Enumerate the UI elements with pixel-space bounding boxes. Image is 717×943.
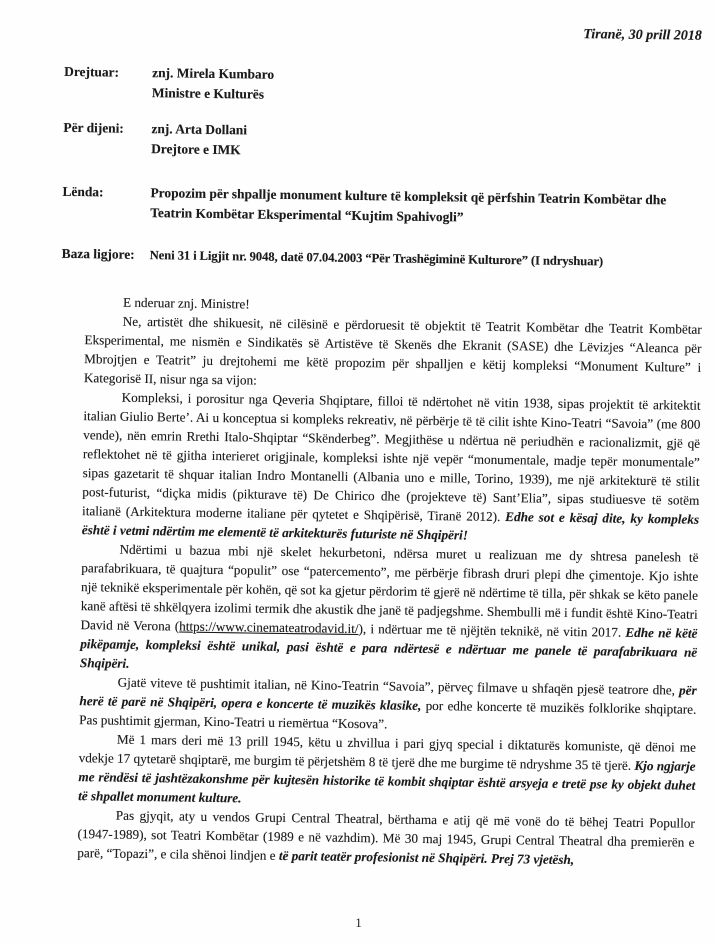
subject-text: Propozim për shpallje monument kulture të kompleksit që përfshin Teatrin Kombëtar dhe Teatrin Kombëtar Eksperimental “Kujtim Spahivogli” (150, 185, 667, 225)
body-text: por edhe koncerte të muzikës folklorike shqiptare. Pas pushtimit gjerman, Kino-Teatri u riemërtua “Kosova”. (79, 697, 697, 732)
emphasis-text: Kjo ngjarje me rëndësi të jashtëzakonshme për kujtesën historike të kombit shqiptar është arsyeja e tretë pse ky objekt duhet të shpallet monument kulture. (78, 757, 696, 806)
external-link[interactable]: https://www.cinemateatrodavid.it/ (179, 618, 359, 637)
recipient-name: znj. Mirela Kumbaro (152, 65, 275, 82)
paragraph (82, 387, 701, 548)
field-value (152, 63, 706, 111)
recipient-title: Ministre e Kulturës (151, 85, 265, 102)
paragraph (84, 311, 702, 396)
paragraphs-container (77, 311, 702, 871)
letter-body (77, 292, 702, 871)
emphasis-text: Edhe në këtë pikëpamje, kompleksi është unikal, pasi është e para ndërtesë e ndërtuar me panele të parafabrikuara në Shqipëri. (79, 624, 698, 671)
emphasis-text: të parit teatër profesionist në Shqipëri. Prej 73 vjetësh, (278, 847, 575, 868)
field-label-drejtuar: Drejtuar: (64, 63, 120, 80)
emphasis-text: Edhe sot e kësaj dite, ky kompleks është i vetmi ndërtim me elementë të arkitekturës futuriste në Shqipëri! (81, 509, 700, 543)
subject-row (62, 182, 703, 231)
body-text: Kompleksi, i porositur nga Qeveria Shqiptare, filloi të ndërtohet në vitin 1938, sipas projektit të arkitektit italian Giulio Berte’. Ai u konceptua si kompleks rekreativ, në përbërje të të cilit ishte Kino-Teatri “Savoia” (me 800 vende), nën emrin Rrethi Italo-Shqiptar “Skënderbeg”. Megjithëse u ndërtua në periudhën e racionalizmit, gjë që reflektohet në të gjitha interieret origjinale, kompleksi ishte një vepër “monumentale, madje tepër monumentale” sipas gazetarit të shquar italian Indro Montanelli (Albania uno e mille, Torino, 1939), me një arkitekturë të stilit post-futurist, “diçka midis (pikturave të) De Chirico dhe (projekteve të) Sant’Elia”, sipas studiuesve të sotëm italianë (Arkitektura moderne italiane për qytetet e Shqipërisë, Tiranë 2012). (82, 389, 701, 525)
salutation: E nderuar znj. Ministre! (122, 294, 250, 312)
emphasis-text: për herë të parë në Shqipëri, opera e koncerte të muzikës klasike, (79, 682, 697, 713)
body-text: ), i ndërtuar me të njëjtën teknikë, në vitin 2017. (358, 621, 626, 640)
field-label-baza-ligjore: Baza ligjore: (61, 245, 135, 262)
field-label-per-dijeni: Për dijeni: (63, 119, 124, 136)
page-number: 1 (355, 915, 362, 930)
body-text: Ndërtimi u bazua mbi një skelet hekurbetoni, ndërsa muret u realizuan me dy shtresa panelesh të parafabrikuara, të quajtura “populit” ose “patercemento”, me përbërje fibrash druri plepi dhe çimentoje. Kjo ishte një teknikë eksperimentale për kohën, që sot ka gjetur përdorim të gjerë në ndërtime të tilla, për shkak se këto panele kanë aftësi të shkëlqyera izolimi termik dhe akustik dhe janë të padjegshme. Shembulli më i fundit është Kino-Teatri David në Verona ( (80, 541, 699, 634)
paragraph (79, 672, 697, 738)
dateline: Tiranë, 30 prill 2018 (583, 27, 702, 44)
body-text: Pas gjyqit, aty u vendos Grupi Central Theatral, bërthama e atij që më vonë do të bëhej Teatri Popullor (1947-1989), sot Teatri Kombëtar (1989 e në vazhdim). Më 30 maj 1945, Grupi Central Theatral dha premierën e parë, “Topazi”, e cila shënoi lindjen e (77, 807, 695, 863)
cc-title: Drejtore e IMK (151, 141, 241, 158)
body-text: Ne, artistët dhe shikuesit, në cilësinë e përdoruesit të objektit të Teatrit Kombëtar dhe Teatrit Kombëtar Eksperimental, me nismën e Sindikatës së Artistëve të Skenës dhe Ekranit (SASE) dhe Lëvizjes “Aleanca për Mbrojtjen e Teatrit” ju drejtohemi me këtë propozim për shpalljen e këtij kompleksi “Monument Kulture” i Kategorisë II, nisur nga sa vijon: (83, 313, 702, 388)
body-text: Gjatë viteve të pushtimit italian, në Kino-Teatrin “Savoia”, përveç filmave u shfaqën pjesë teatrore dhe, (117, 674, 680, 698)
cc-row (63, 118, 704, 167)
body-text: Më 1 mars deri më 13 prill 1945, këtu u zhvillua i pari gjyq special i diktaturës komuniste, që dënoi me vdekje 17 qytetarë shqiptarë, me burgim të përjetshëm 8 të tjerë dhe me burgime të ndryshme 35 të tjerë. (78, 731, 696, 773)
legal-basis-row (62, 244, 703, 273)
letter-header (62, 62, 706, 273)
paragraph (80, 539, 699, 681)
paragraph (78, 729, 696, 814)
paragraph (77, 805, 695, 871)
field-value (151, 119, 705, 167)
field-label-lenda: Lënda: (62, 183, 104, 200)
cc-name: znj. Arta Dollani (151, 121, 248, 138)
legal-basis-text: Neni 31 i Ligjit nr. 9048, datë 07.04.2003 “Për Trashëgiminë Kulturore” (I ndryshuar) (149, 248, 604, 269)
recipient-row (64, 62, 705, 111)
